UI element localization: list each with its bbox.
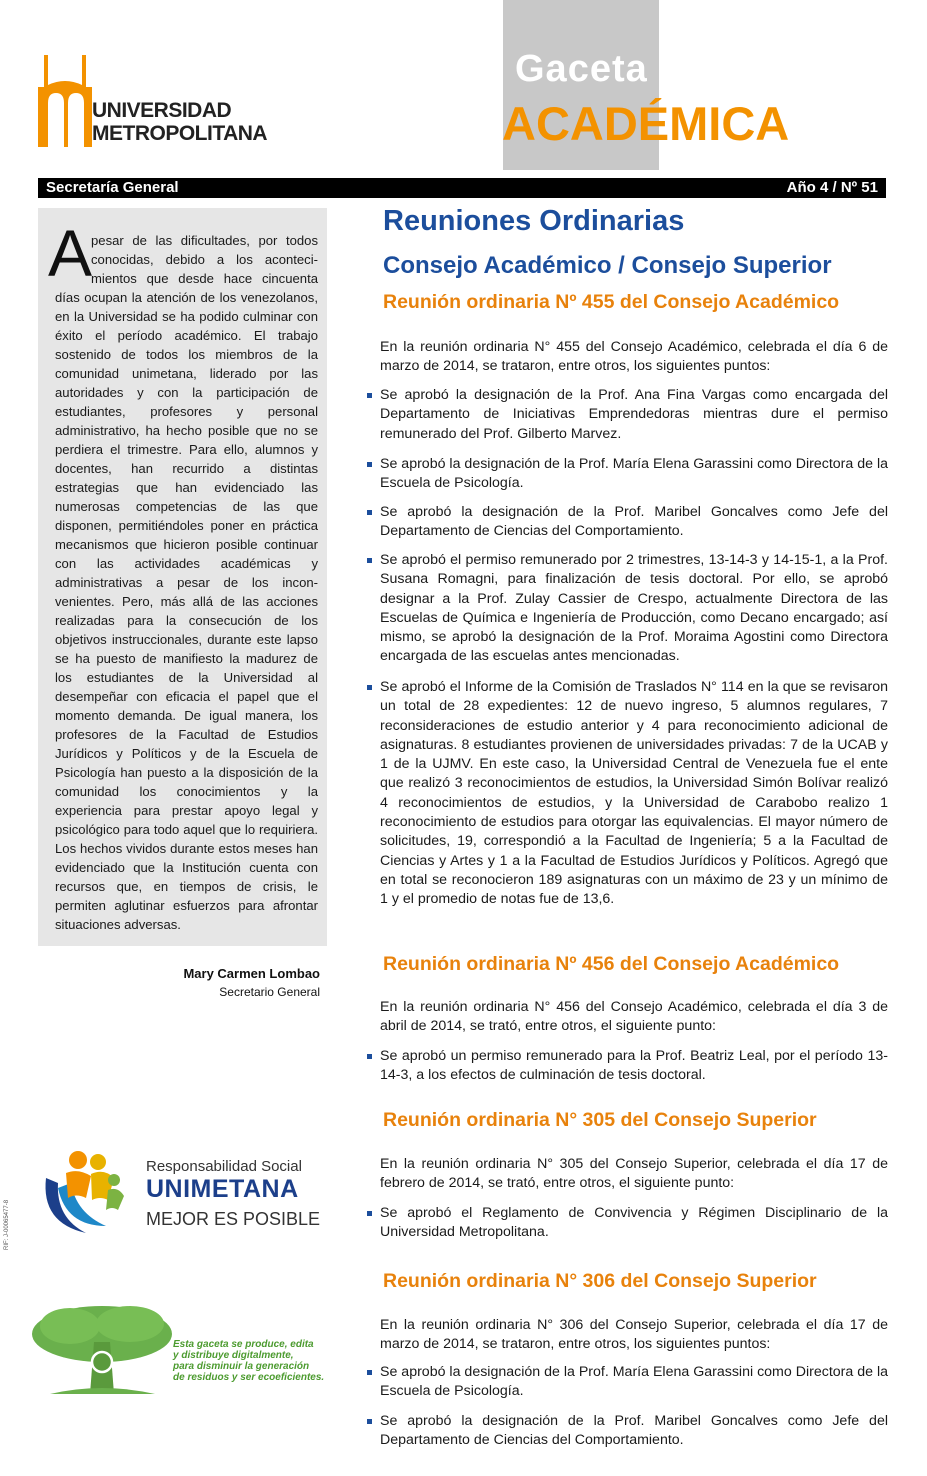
people-emblem-icon — [36, 1138, 136, 1238]
heading-305: Reunión ordinaria N° 305 del Consejo Superior — [383, 1109, 817, 1131]
list-item: Se aprobó el permiso remunerado por 2 trimestres, 13-14-3 y 14-15-1, a la Prof. Susana Romagni, para finalización de tesis doctoral. Por ello, se aprobó designar a la Prof. Zulay Cassier de Crespo, actualmente Directora de las Escuelas de Química e Ingeniería de Producción, como Decano encargado; así mismo, se aprobó la designación de la Prof. Moraima Agostini como Directora encargada de las escuelas antes mencionadas. — [367, 551, 888, 667]
list-item: Se aprobó el Reglamento de Convivencia y Régimen Disciplinario de la Universidad Metropolitana. — [367, 1204, 888, 1243]
bullet-icon — [367, 558, 372, 563]
list-item: Se aprobó la designación de la Prof. María Elena Garassini como Directora de la Escuela de Psicología. — [367, 1363, 888, 1402]
masthead-gaceta: Gaceta — [515, 48, 648, 90]
list-item: Se aprobó un permiso remunerado para la Prof. Beatriz Leal, por el período 13-14-3, a los efectos de culminación de tesis doctoral. — [367, 1047, 888, 1086]
issue-label: Año 4 / Nº 51 — [786, 179, 878, 196]
masthead-academica: ACADÉMICA — [502, 97, 790, 150]
eco-message: Esta gaceta se produce, edita y distribuye digitalmente, para disminuir la generación de residuos y ser ecoeficientes. — [173, 1339, 325, 1383]
heading-306: Reunión ordinaria N° 306 del Consejo Superior — [383, 1270, 817, 1292]
list-item: Se aprobó la designación de la Prof. Maribel Goncalves como Jefe del Departamento de Ciencias del Comportamiento. — [367, 503, 888, 542]
intro-306: En la reunión ordinaria N° 306 del Consejo Superior, celebrada el día 17 de marzo de 2014, se trataron, entre otros, los siguientes puntos: — [380, 1317, 888, 1353]
intro-456: En la reunión ordinaria N° 456 del Consejo Académico, celebrada el día 3 de abril de 2014, se trató, entre otros, el siguiente punto: — [380, 999, 888, 1035]
section-label: Secretaría General — [46, 179, 179, 196]
heading-456: Reunión ordinaria Nº 456 del Consejo Académico — [383, 953, 840, 975]
list-item: Se aprobó la designación de la Prof. Maribel Goncalves como Jefe del Departamento de Ciencias del Comportamiento. — [367, 1412, 888, 1451]
dropcap-spacer — [55, 231, 91, 285]
university-logo — [38, 55, 278, 150]
bullet-icon — [367, 685, 372, 690]
eco-tree-graphic — [30, 1302, 330, 1402]
list-item: Se aprobó la designación de la Prof. Ana Fina Vargas como encargada del Departamento de Iniciativas Emprendedoras mientras dure el permiso remunerado del Prof. Gilberto Marvez. — [367, 386, 888, 444]
social-responsibility-logo — [36, 1138, 326, 1238]
social-line3: MEJOR ES POSIBLE — [146, 1209, 321, 1229]
list-item: Se aprobó el Informe de la Comisión de Traslados N° 114 en la que se revisaron un total de 28 expedientes: 12 de nuevo ingreso, 5 alumnos regulares, 7 reconsideraciones de estudio anterior y 4 para reconocimiento adicional de asignaturas. 8 estudiantes provienen de universidades privadas: 7 de la UCAB y 1 de la UJMV. En este caso, la Universidad Central de Venezuela fue el ente que realizó 3 reconocimientos de estudios, la Universidad Simón Bolívar realizó 4 reconocimientos de estudios, y la Universidad de Carabobo realizo 1 reconocimiento de estudios para otorgar las equivalencias. El mayor número de solicitudes, 19, correspondió a la Facultad de Ingeniería; 5 a la Facultad de Ciencias y Artes y 1 a la Facultad de Estudios Jurídicos y Políticos. Agregó que en total se reconocieron 189 asignaturas con un máximo de 23 y un mínimo de 1 y el promedio de notas fue de 13,6. — [367, 678, 888, 910]
bullet-icon — [367, 1419, 372, 1424]
rif-label: RIF: J-00065477-8 — [4, 1199, 10, 1250]
page-title: Reuniones Ordinarias — [383, 205, 685, 237]
unimet-emblem-icon — [38, 55, 92, 150]
signature-name: Mary Carmen Lombao — [183, 966, 320, 981]
bullet-icon — [367, 1211, 372, 1216]
social-line2: UNIMETANA — [146, 1175, 299, 1203]
list-item: Se aprobó la designación de la Prof. María Elena Garassini como Directora de la Escuela de Psicología. — [367, 455, 888, 494]
university-name: UNIVERSIDAD METROPOLITANA — [92, 99, 268, 145]
bullet-icon — [367, 1054, 372, 1059]
section-bar — [38, 178, 886, 198]
editorial-box — [38, 208, 327, 946]
bullet-icon — [367, 510, 372, 515]
intro-305: En la reunión ordinaria N° 305 del Consejo Superior, celebrada el día 17 de febrero de 2014, se trató, entre otros, el siguiente punto: — [380, 1156, 888, 1192]
signature-role: Secretario General — [219, 985, 320, 999]
bullet-icon — [367, 462, 372, 467]
editorial-dropcap: A — [48, 216, 93, 290]
tree-icon — [30, 1302, 175, 1402]
page-subtitle: Consejo Académico / Consejo Superior — [383, 252, 832, 279]
heading-455: Reunión ordinaria Nº 455 del Consejo Académico — [383, 291, 840, 313]
bullet-icon — [367, 393, 372, 398]
editorial-text: pesar de las dificultades, por todos conocidas, debido a los aconteci- mientos que desde hace cincuenta días ocupan la atención de los venezolanos, en la Universidad se ha podido culminar con éxito el período académico. El trabajo sostenido de todos los miembros de la comunidad unimetana, liderado por las autoridades y con la participación de estudiantes, profesores y personal administrativo, ha hecho posible que no se perdiera el trimestre. Para ello, alumnos y docentes, han recurrido a distintas estrategias que han evidenciado las numerosas competencias de las que disponen, permitiéndoles poner en práctica mecanismos que hicieron posible continuar con las actividades académicas y administrativas a pesar de los incon- venientes. Pero, más allá de las acciones realizadas para la consecución de los objetivos instruccionales, durante este lapso se ha puesto de manifiesto la madurez de los estudiantes de la Universidad al desempeñar con eficacia el papel que el momento demanda. De igual manera, los profesores de la Facultad de Estudios Jurídicos y Políticos y de la Escuela de Psicología han puesto a la disposición de la comunidad los conocimientos y la experiencia para prestar apoyo legal y psicológico para todo aquel que lo requiriera. Los hechos vividos durante estos meses han evidenciado que la Institución cuenta con recursos que, en tiempos de crisis, le permiten aglutinar esfuerzos para afrontar situaciones adversas. — [55, 233, 318, 932]
bullet-icon — [367, 1370, 372, 1375]
intro-455: En la reunión ordinaria N° 455 del Consejo Académico, celebrada el día 6 de marzo de 2014, se trataron, entre otros, los siguientes puntos: — [380, 339, 888, 375]
social-line1: Responsabilidad Social — [146, 1158, 302, 1175]
